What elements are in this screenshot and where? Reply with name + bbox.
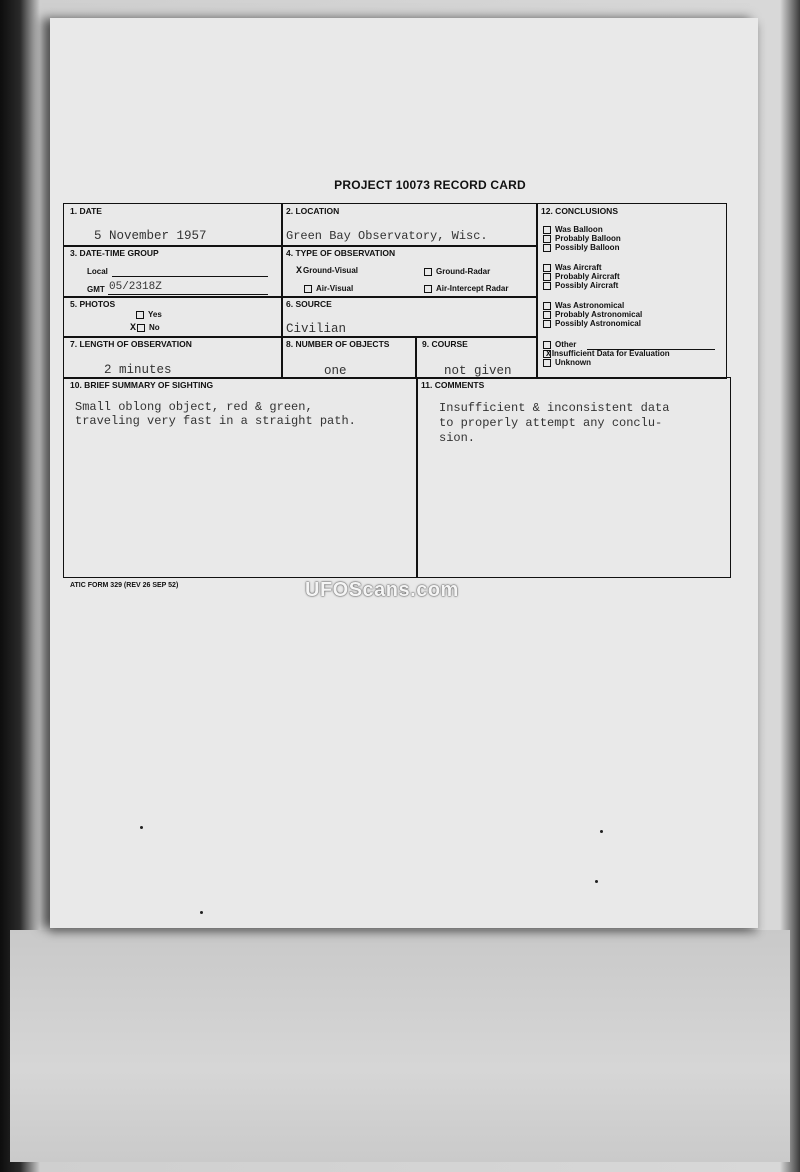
possibly-aircraft-text: Possibly Aircraft xyxy=(555,281,619,290)
conclusions-label: 12. CONCLUSIONS xyxy=(541,206,618,216)
comments-cell xyxy=(416,377,731,578)
possibly-balloon-text: Possibly Balloon xyxy=(555,243,620,252)
photos-yes-text: Yes xyxy=(148,310,162,319)
was-aircraft-checkbox xyxy=(543,264,551,272)
watermark: UFOScans.com xyxy=(305,579,459,601)
number-of-objects-cell xyxy=(281,336,417,379)
photos-yes-option xyxy=(136,310,162,319)
course-cell xyxy=(415,336,538,379)
probably-aircraft-checkbox xyxy=(543,273,551,281)
number-of-objects-label: 8. NUMBER OF OBJECTS xyxy=(286,339,390,349)
other-option xyxy=(543,340,576,349)
local-label: Local xyxy=(87,267,108,276)
summary-line-2: traveling very fast in a straight path. xyxy=(75,414,356,428)
possibly-astronomical-option xyxy=(543,319,641,328)
location-label: 2. LOCATION xyxy=(286,206,340,216)
date-time-group-cell xyxy=(63,245,283,298)
source-cell xyxy=(281,296,538,338)
gmt-underline xyxy=(108,294,268,295)
unknown-checkbox xyxy=(543,359,551,367)
possibly-aircraft-option xyxy=(543,281,618,290)
length-of-observation-value: 2 minutes xyxy=(104,363,172,377)
probably-astronomical-checkbox xyxy=(543,311,551,319)
brief-summary-label: 10. BRIEF SUMMARY OF SIGHTING xyxy=(70,380,214,390)
location-cell xyxy=(281,203,538,247)
probably-astronomical-text: Probably Astronomical xyxy=(555,310,643,319)
card-title: PROJECT 10073 RECORD CARD xyxy=(334,178,526,192)
possibly-aircraft-checkbox xyxy=(543,282,551,290)
form-id: ATIC FORM 329 (REV 26 SEP 52) xyxy=(70,582,179,589)
probably-balloon-option xyxy=(543,234,621,243)
probably-aircraft-option xyxy=(543,272,620,281)
record-card-sheet xyxy=(50,18,758,928)
photos-no-option xyxy=(130,323,160,334)
air-intercept-radar-checkbox xyxy=(424,285,432,293)
unknown-text: Unknown xyxy=(555,358,591,367)
other-checkbox xyxy=(543,341,551,349)
possibly-astronomical-checkbox xyxy=(543,320,551,328)
was-astronomical-checkbox xyxy=(543,302,551,310)
comments-label: 11. COMMENTS xyxy=(421,380,485,390)
comments-line-1: Insufficient & inconsistent data xyxy=(439,401,670,415)
speck xyxy=(600,830,603,833)
air-visual-checkbox xyxy=(304,285,312,293)
comments-line-2: to properly attempt any conclu- xyxy=(439,416,663,430)
ground-radar-text: Ground-Radar xyxy=(436,267,491,276)
probably-aircraft-text: Probably Aircraft xyxy=(555,272,620,281)
ground-radar-checkbox xyxy=(424,268,432,276)
was-balloon-checkbox xyxy=(543,226,551,234)
was-astronomical-option xyxy=(543,301,624,310)
gmt-label: GMT xyxy=(87,285,105,294)
other-text: Other xyxy=(555,340,577,349)
was-astronomical-text: Was Astronomical xyxy=(555,301,625,310)
was-aircraft-option xyxy=(543,263,602,272)
was-balloon-text: Was Balloon xyxy=(555,225,603,234)
speck xyxy=(200,911,203,914)
conclusions-cell xyxy=(536,203,727,379)
brief-summary-cell xyxy=(63,377,418,578)
comments-line-3: sion. xyxy=(439,431,476,445)
ground-visual-checkmark: X xyxy=(296,266,303,277)
possibly-balloon-checkbox xyxy=(543,244,551,252)
air-intercept-radar-option xyxy=(424,284,508,293)
source-value: Civilian xyxy=(286,322,347,336)
photos-no-checkbox xyxy=(137,324,145,332)
photos-no-text: No xyxy=(149,323,160,332)
possibly-balloon-option xyxy=(543,243,619,252)
probably-balloon-text: Probably Balloon xyxy=(555,234,621,243)
source-label: 6. SOURCE xyxy=(286,299,332,309)
insufficient-data-checkmark: X xyxy=(546,350,551,359)
ground-visual-option xyxy=(296,266,358,277)
ground-radar-option xyxy=(424,267,490,276)
course-label: 9. COURSE xyxy=(422,339,468,349)
air-visual-text: Air-Visual xyxy=(316,284,354,293)
air-intercept-radar-text: Air-Intercept Radar xyxy=(436,284,509,293)
photos-no-checkmark: X xyxy=(130,323,137,334)
date-value: 5 November 1957 xyxy=(94,229,207,243)
unknown-option xyxy=(543,358,591,367)
lower-board xyxy=(10,930,790,1162)
speck xyxy=(595,880,598,883)
was-aircraft-text: Was Aircraft xyxy=(555,263,602,272)
ground-visual-text: Ground-Visual xyxy=(303,266,358,275)
date-time-group-label: 3. DATE-TIME GROUP xyxy=(70,248,159,258)
speck xyxy=(140,826,143,829)
number-of-objects-value: one xyxy=(324,364,347,378)
type-of-observation-cell xyxy=(281,245,538,298)
date-label: 1. DATE xyxy=(70,206,102,216)
location-value: Green Bay Observatory, Wisc. xyxy=(286,229,488,243)
course-value: not given xyxy=(444,364,512,378)
photos-yes-checkbox xyxy=(136,311,144,319)
possibly-astronomical-text: Possibly Astronomical xyxy=(555,319,641,328)
summary-line-1: Small oblong object, red & green, xyxy=(75,400,313,414)
length-of-observation-label: 7. LENGTH OF OBSERVATION xyxy=(70,339,192,349)
length-of-observation-cell xyxy=(63,336,283,379)
photos-label: 5. PHOTOS xyxy=(70,299,116,309)
date-cell xyxy=(63,203,283,247)
probably-balloon-checkbox xyxy=(543,235,551,243)
was-balloon-option xyxy=(543,225,603,234)
type-of-observation-label: 4. TYPE OF OBSERVATION xyxy=(286,248,396,258)
photos-cell xyxy=(63,296,283,338)
probably-astronomical-option xyxy=(543,310,642,319)
local-underline xyxy=(112,276,268,277)
insufficient-data-text: Insufficient Data for Evaluation xyxy=(551,349,670,358)
air-visual-option xyxy=(304,284,353,293)
gmt-value: 05/2318Z xyxy=(109,281,162,293)
